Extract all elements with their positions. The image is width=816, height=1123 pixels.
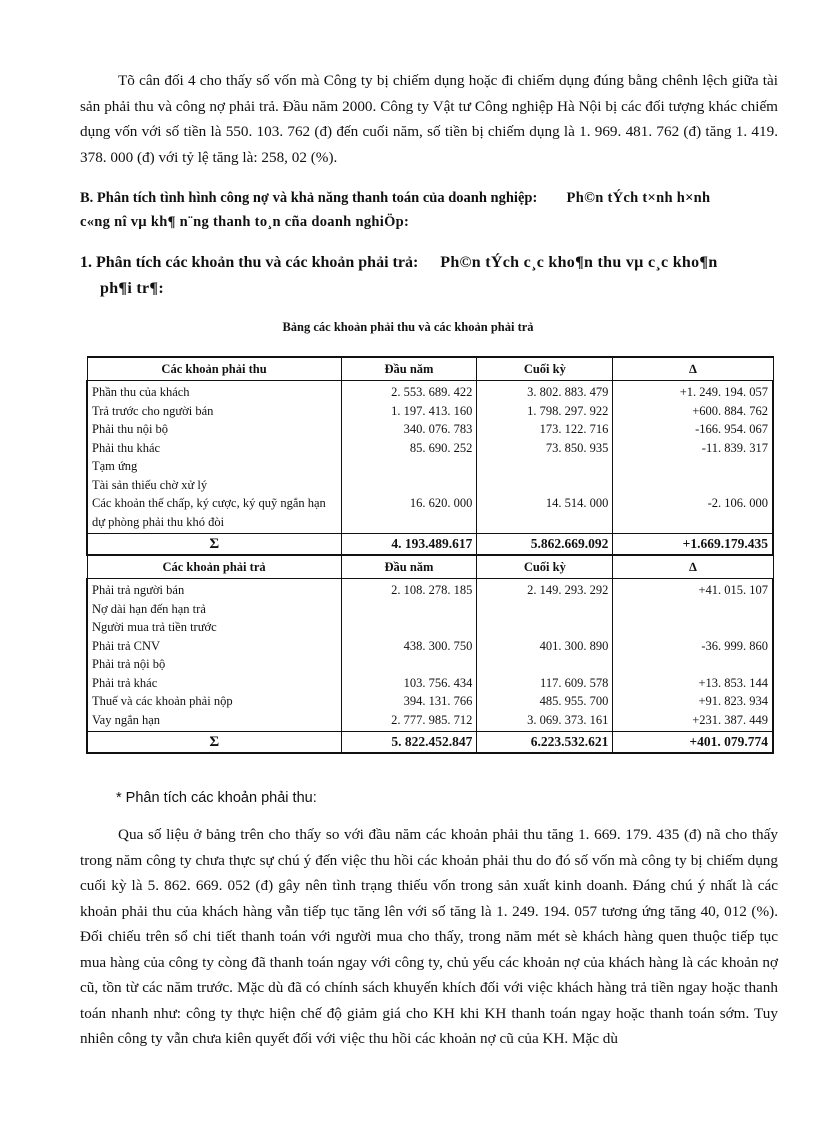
table-cell: Phải trả nội bộ xyxy=(92,657,166,671)
table-cell: 1. 197. 413. 160 xyxy=(391,403,473,418)
table-cell: -11. 839. 317 xyxy=(701,440,768,455)
table-cell: 340. 076. 783 xyxy=(403,422,473,436)
table-cell xyxy=(617,655,768,674)
table-cell: 3. 802. 883. 479 xyxy=(527,385,609,399)
col-header: Các khoản phải trả xyxy=(87,555,341,579)
table-cell: 16. 620. 000 xyxy=(409,496,473,510)
table-cell: 438. 300. 750 xyxy=(403,638,473,653)
table-cell: +91. 823. 934 xyxy=(698,694,768,708)
table-cell: 1. 798. 297. 922 xyxy=(527,403,609,418)
payables-start xyxy=(341,579,477,732)
receivables-total-row xyxy=(87,534,773,556)
table-cell: Phần thu của khách xyxy=(92,385,190,399)
payables-labels xyxy=(87,579,341,732)
table-cell: 117. 609. 578 xyxy=(540,675,609,690)
table-cell: Phải trả CNV xyxy=(92,638,161,653)
table-cell: -2. 106. 000 xyxy=(707,496,768,510)
section-b-title: B. Phân tích tình hình công nợ và khả năng thanh toán của doanh nghiệp: xyxy=(80,190,538,206)
payables-header-row xyxy=(87,555,773,579)
table-cell xyxy=(481,655,608,674)
col-header: Đầu năm xyxy=(341,357,477,381)
table-cell: 85. 690. 252 xyxy=(409,440,473,455)
table-cell xyxy=(346,618,473,637)
section-1-heading xyxy=(80,250,780,302)
payables-total-row xyxy=(87,732,773,754)
receivables-delta xyxy=(613,381,773,534)
table-cell: +1.669.179.435 xyxy=(613,534,773,556)
receivables-start xyxy=(341,381,477,534)
table-cell xyxy=(346,457,473,476)
table-cell xyxy=(617,600,768,619)
table-cell: dự phòng phải thu khó đòi xyxy=(92,514,225,529)
table-cell xyxy=(481,618,608,637)
section-b-garbled-2: c«ng nî vµ kh¶ n¨ng thanh to¸n cña doanh nghiÖp: xyxy=(80,214,410,230)
table-cell: 394. 131. 766 xyxy=(403,694,473,708)
section-1-garbled-1: Ph©n tÝch c¸c kho¶n thu vµ c¸c kho¶n xyxy=(440,254,718,271)
analysis-paragraph: Qua số liệu ở bảng trên cho thấy so với đầu năm các khoản phải thu tăng 1. 669. 179. 435 (đ) nã cho thấy trong năm công ty chưa thực sự chú ý đến việc thu hồi các khoản phải thu do đó số vốn mà công ty bị chiếm dụng cuối kỳ là 5. 862. 669. 052 (đ) gây nên tình trạng thiếu vốn trong sản xuất kinh doanh. Đáng chú ý nhất là các khoản phải thu của khách hàng vẫn tiếp tục tăng lên với số tăng là 1. 249. 194. 057 tương ứng tăng 40, 012 (%). Đối chiếu trên sổ chi tiết thanh toán với người mua cho thấy, trong năm mét sè khách hàng quen thuộc tiếp tục mua hàng của công ty còng đã thanh toán ngay với công ty, chủ yếu các khoản nợ của khách hàng là các khoản nợ cũ, tồn từ các năm trước. Mặc dù đã có chính sách khuyến khích đối với việc khách hàng trả tiền ngay hoặc thanh toán nhanh như: công ty thực hiện chế độ giảm giá cho KH khi KH thanh toán ngay hoặc thanh toán sớm. Tuy nhiên công ty vẫn chưa kiên quyết đối với việc thu hồi các khoản nợ cũ của KH. Mặc dù xyxy=(80,826,778,1047)
table-cell: Thuế và các khoản phải nộp xyxy=(92,694,233,708)
table-cell: Tài sản thiếu chờ xử lý xyxy=(92,477,208,492)
table-cell: 2. 149. 293. 292 xyxy=(527,583,609,597)
table-cell xyxy=(481,476,608,495)
table-cell: 73. 850. 935 xyxy=(545,440,609,455)
table-cell xyxy=(346,600,473,619)
table-cell: 6.223.532.621 xyxy=(477,732,613,754)
col-header: Cuối kỳ xyxy=(477,555,613,579)
section-1-garbled-2: ph¶i tr¶: xyxy=(100,280,164,297)
table-cell: Phải trả khác xyxy=(92,675,158,690)
table-cell: 2. 553. 689. 422 xyxy=(391,385,473,399)
sum-symbol: Σ xyxy=(87,534,341,556)
debt-table xyxy=(86,356,774,754)
col-header: Cuối kỳ xyxy=(477,357,613,381)
table-cell: Vay ngắn hạn xyxy=(92,712,161,727)
table-cell: -36. 999. 860 xyxy=(701,638,768,653)
table-cell: Phải thu khác xyxy=(92,440,161,455)
col-header: ∆ xyxy=(613,555,773,579)
receivables-body-row xyxy=(87,381,773,534)
table-cell: 485. 955. 700 xyxy=(539,694,609,708)
table-cell xyxy=(346,476,473,495)
table-cell: Phải trả người bán xyxy=(92,583,185,597)
table-cell xyxy=(617,457,768,476)
table-cell xyxy=(481,457,608,476)
table-cell: +1. 249. 194. 057 xyxy=(679,385,768,399)
table-cell: Tạm ứng xyxy=(92,459,138,473)
table-cell: +41. 015. 107 xyxy=(698,583,768,597)
table-cell: 14. 514. 000 xyxy=(545,496,609,510)
table-cell: Các khoản thế chấp, ký cược, ký quỹ ngắn hạn xyxy=(92,496,326,510)
table-cell: 2. 108. 278. 185 xyxy=(391,583,473,597)
table-cell: 173. 122. 716 xyxy=(539,422,609,436)
section-b-garbled-1: Ph©n tÝch t×nh h×nh xyxy=(566,190,711,206)
table-cell xyxy=(481,600,608,619)
sum-symbol: Σ xyxy=(87,732,341,754)
table-caption: Bảng các khoản phải thu và các khoản phải trả xyxy=(282,320,534,334)
table-cell: -166. 954. 067 xyxy=(695,422,768,436)
table-cell: Trả trước cho người bán xyxy=(92,403,214,418)
receivables-analysis-note: * Phân tích các khoản phải thu: xyxy=(116,790,317,806)
table-cell: Phải thu nội bộ xyxy=(92,422,169,436)
col-header: Các khoản phải thu xyxy=(87,357,341,381)
table-cell: 103. 756. 434 xyxy=(403,675,473,690)
table-cell: Nợ dài hạn đến hạn trả xyxy=(92,601,206,616)
receivables-header-row xyxy=(87,357,773,381)
receivables-end xyxy=(477,381,613,534)
table-cell: +600. 884. 762 xyxy=(692,403,768,418)
table-cell: +401. 079.774 xyxy=(613,732,773,754)
table-cell xyxy=(617,618,768,637)
table-cell: 3. 069. 373. 161 xyxy=(527,712,609,727)
table-cell: 5. 822.452.847 xyxy=(341,732,477,754)
table-cell: +231. 387. 449 xyxy=(692,712,768,727)
intro-paragraph: Tõ cân đối 4 cho thấy số vốn mà Công ty bị chiếm dụng hoặc đi chiếm dụng đúng bằng chênh lệch giữa tài sản phải thu và công nợ phải trả. Đầu năm 2000. Công ty Vật tư Công nghiệp Hà Nội bị các đối tượng khác chiếm dụng vốn với số tiền là 550. 103. 762 (đ) đến cuối năm, số tiền bị chiếm dụng là 1. 969. 481. 762 (đ) tăng 1. 419. 378. 000 (đ) với tỷ lệ tăng là: 258, 02 (%). xyxy=(80,72,778,166)
table-cell: 5.862.669.092 xyxy=(477,534,613,556)
table-cell: Người mua trả tiền trước xyxy=(92,620,217,634)
table-cell: 4. 193.489.617 xyxy=(341,534,477,556)
table-cell: 2. 777. 985. 712 xyxy=(391,712,473,727)
receivables-labels xyxy=(87,381,341,534)
col-header: ∆ xyxy=(613,357,773,381)
col-header: Đầu năm xyxy=(341,555,477,579)
section-1-title: 1. Phân tích các khoản thu và các khoản phải trả: xyxy=(80,254,419,271)
payables-end xyxy=(477,579,613,732)
payables-body-row xyxy=(87,579,773,732)
table-cell: 401. 300. 890 xyxy=(539,638,609,653)
section-b-heading xyxy=(80,186,780,234)
table-cell xyxy=(617,476,768,495)
table-cell: +13. 853. 144 xyxy=(698,675,768,690)
table-cell xyxy=(346,655,473,674)
payables-delta xyxy=(613,579,773,732)
